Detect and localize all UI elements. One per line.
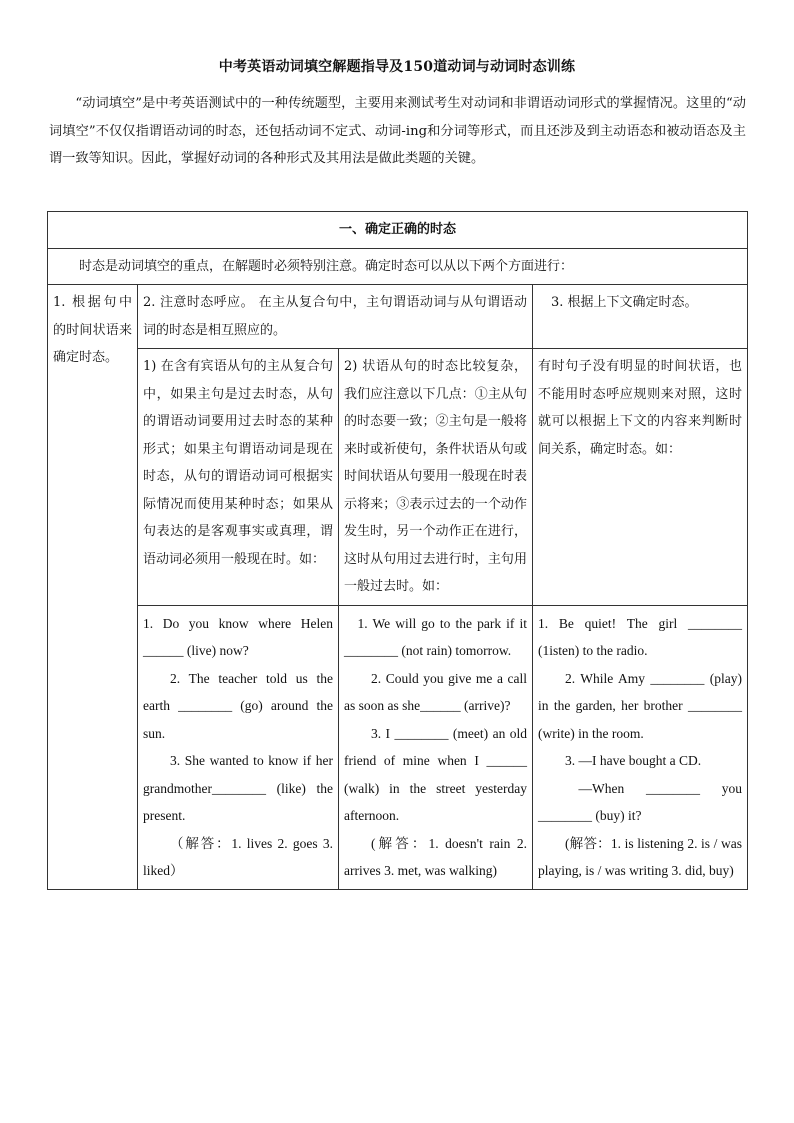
exercise-item: 3. —I have bought a CD.: [565, 753, 702, 768]
exercise-item: 1. Do you know where Helen ______ (live) now?: [143, 615, 333, 658]
rule-time-adverbial: 1. 根据句中的时间状语来确定时态。: [48, 285, 138, 890]
tense-guide-table: [47, 211, 748, 890]
section-intro-row: [48, 248, 748, 285]
rule-tense-agreement: 2. 注意时态呼应。 在主从复合句中，主句谓语动词与从句谓语动词的时态是相互照应的。: [138, 285, 533, 349]
exercise-item: 1. We will go to the park if it ________ (not rain) tomorrow.: [344, 615, 527, 658]
page-title: 中考英语动词填空解题指导及150道动词与动词时态训练: [218, 59, 576, 75]
exercise-item: 2. The teacher told us the earth ________ (go) around the sun.: [143, 670, 333, 741]
exercise-item: 2. Could you give me a call as soon as she______ (arrive)?: [344, 670, 527, 713]
rule-context-detail: 有时句子没有明显的时间状语，也不能用时态呼应规则来对照，这时就可以根据上下文的内容来判断时间关系，确定时态。如：: [533, 349, 748, 606]
answer-text: (解答：1. is listening 2. is / was playing, is / was writing 3. did, buy): [538, 835, 743, 878]
rule-object-clause: 1) 在含有宾语从句的主从复合句中，如果主句是过去时态，从句的谓语动词要用过去时态的某种形式；如果主句谓语动词是现在时态，从句的谓语动词可根据实际情况而使用某种时态；如果从句表达的是客观事实或真理，谓语动词必须用一般现在时。如：: [138, 349, 339, 606]
rules-header-row: [48, 285, 748, 349]
section-title: 一、确定正确的时态: [48, 212, 748, 249]
examples-row: [48, 605, 748, 889]
rule-adverbial-clause: 2) 状语从句的时态比较复杂，我们应注意以下几点：①主从句的时态要一致；②主句是一般将来时或祈使句，条件状语从句或时间状语从句要用一般现在时表示将来；③表示过去的一个动作发生时，另一个动作正在进行，这时从句用过去进行时，主句用一般过去时。如：: [339, 349, 533, 606]
rule-context: 3. 根据上下文确定时态。: [533, 285, 748, 349]
intro-paragraph: “动词填空”是中考英语测试中的一种传统题型，主要用来测试考生对动词和非谓语动词形式的掌握情况。这里的“动词填空”不仅仅指谓语动词的时态，还包括动词不定式、动词-ing和分词等形式，而且还涉及到主动语态和被动语态及主谓一致等知识。因此，掌握好动词的各种形式及其用法是做此类题的关键。: [49, 96, 746, 166]
answer-text: （解答：1. lives 2. goes 3. liked）: [143, 835, 333, 878]
exercise-item: 1. Be quiet! The girl ________ (1isten) to the radio.: [538, 615, 743, 658]
examples-adverbial-clause: [339, 605, 533, 889]
section-title-row: [48, 212, 748, 249]
exercise-item: 2. While Amy ________ (play) in the garden, her brother ________ (write) in the room.: [538, 670, 743, 741]
examples-object-clause: [138, 605, 339, 889]
exercise-item: —When ________ you ________ (buy) it?: [538, 780, 743, 823]
exercise-item: 3. I ________ (meet) an old friend of mine when I ______ (walk) in the street yesterday afternoon.: [344, 725, 527, 823]
section-intro: 时态是动词填空的重点，在解题时必须特别注意。确定时态可以从以下两个方面进行：: [48, 248, 748, 285]
examples-context: [533, 605, 748, 889]
rules-detail-row: [48, 349, 748, 606]
exercise-item: 3. She wanted to know if her grandmother________ (like) the present.: [143, 753, 333, 823]
answer-text: (解答：1. doesn't rain 2. arrives 3. met, was walking): [344, 835, 527, 878]
